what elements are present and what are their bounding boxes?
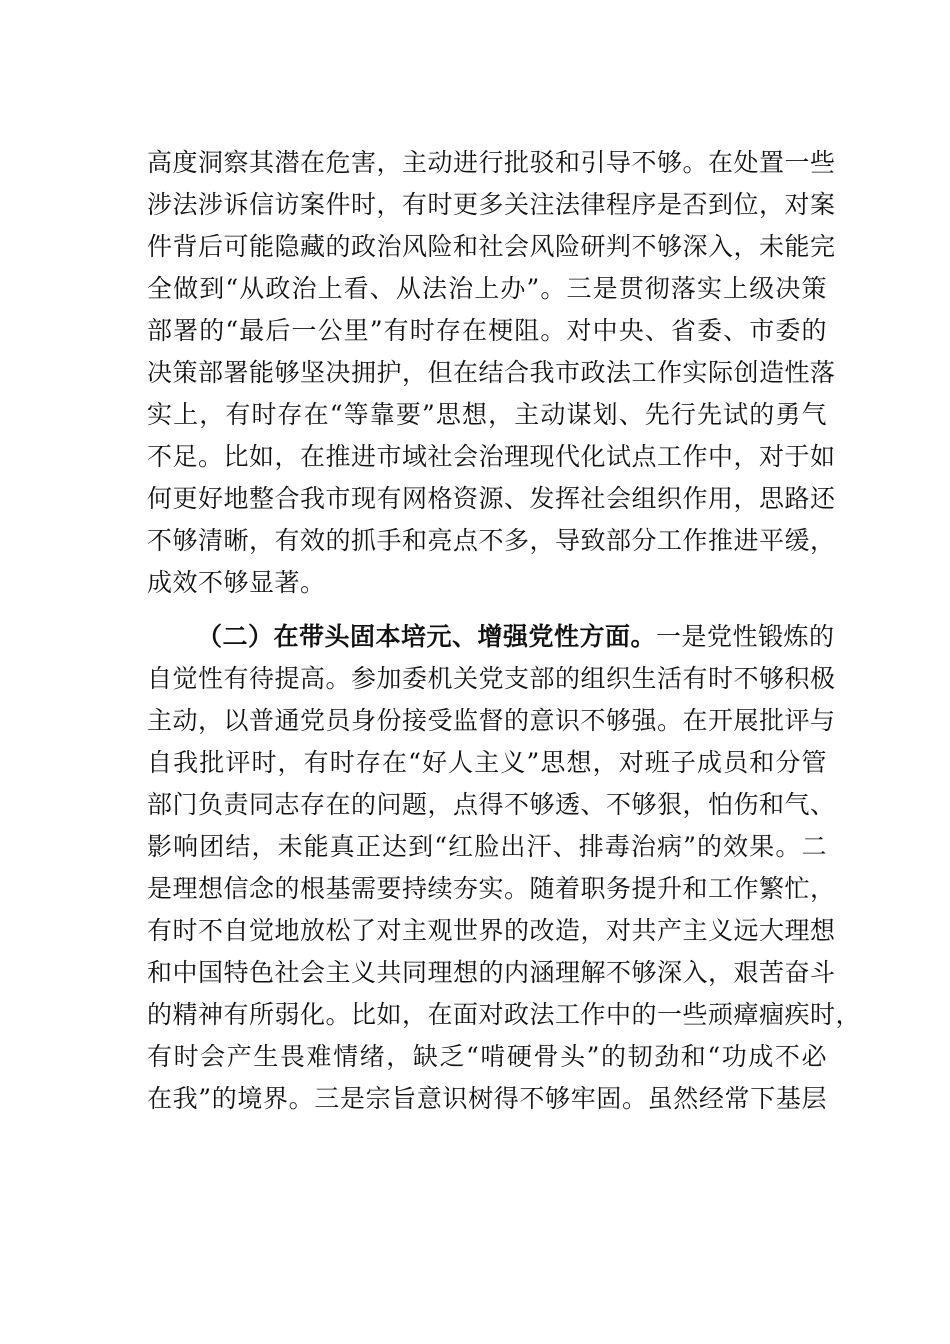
text-line: 是理想信念的根基需要持续夯实。随着职务提升和工作繁忙， xyxy=(147,874,836,903)
text-line: 成效不够显著。 xyxy=(147,568,326,597)
text-line: 实上，有时存在“等靠要”思想，主动谋划、先行先试的勇气 xyxy=(147,400,827,429)
text-line: 何更好地整合我市现有网格资源、发挥社会组织作用，思路还 xyxy=(147,484,836,513)
text-line: 件背后可能隐藏的政治风险和社会风险研判不够深入，未能完 xyxy=(147,232,836,261)
text-line: 的精神有所弱化。比如，在面对政法工作中的一些顽瘴痼疾时， xyxy=(147,1000,862,1029)
section-first-line-text: 一是党性锻炼的 xyxy=(656,622,835,651)
text-line: 自觉性有待提高。参加委机关党支部的组织生活有时不够积极 xyxy=(147,664,836,693)
text-line: 部门负责同志存在的问题，点得不够透、不够狠，怕伤和气、 xyxy=(147,790,836,819)
text-line: 高度洞察其潜在危害，主动进行批驳和引导不够。在处置一些 xyxy=(147,148,836,177)
section-first-line xyxy=(197,617,835,657)
text-line: 有时会产生畏难情绪，缺乏“啃硬骨头”的韧劲和“功成不必 xyxy=(147,1042,827,1071)
text-line: 决策部署能够坚决拥护，但在结合我市政法工作实际创造性落 xyxy=(147,358,836,387)
text-line: 涉法涉诉信访案件时，有时更多关注法律程序是否到位，对案 xyxy=(147,190,836,219)
text-line: 在我”的境界。三是宗旨意识树得不够牢固。虽然经常下基层 xyxy=(147,1084,827,1113)
text-line: 和中国特色社会主义共同理想的内涵理解不够深入，艰苦奋斗 xyxy=(147,958,836,987)
text-line: 有时不自觉地放松了对主观世界的改造，对共产主义远大理想 xyxy=(147,916,836,945)
text-line: 自我批评时，有时存在“好人主义”思想，对班子成员和分管 xyxy=(147,748,827,777)
text-line: 全做到“从政治上看、从法治上办”。三是贯彻落实上级决策 xyxy=(147,274,827,303)
text-line: 主动，以普通党员身份接受监督的意识不够强。在开展批评与 xyxy=(147,706,836,735)
section-heading: （二）在带头固本培元、增强党性方面。 xyxy=(197,622,657,651)
text-line: 部署的“最后一公里”有时存在梗阻。对中央、省委、市委的 xyxy=(147,316,827,345)
text-line: 影响团结，未能真正达到“红脸出汗、排毒治病”的效果。二 xyxy=(147,832,827,861)
text-line: 不足。比如，在推进市域社会治理现代化试点工作中，对于如 xyxy=(147,442,836,471)
text-line: 不够清晰，有效的抓手和亮点不多，导致部分工作推进平缓， xyxy=(147,526,836,555)
